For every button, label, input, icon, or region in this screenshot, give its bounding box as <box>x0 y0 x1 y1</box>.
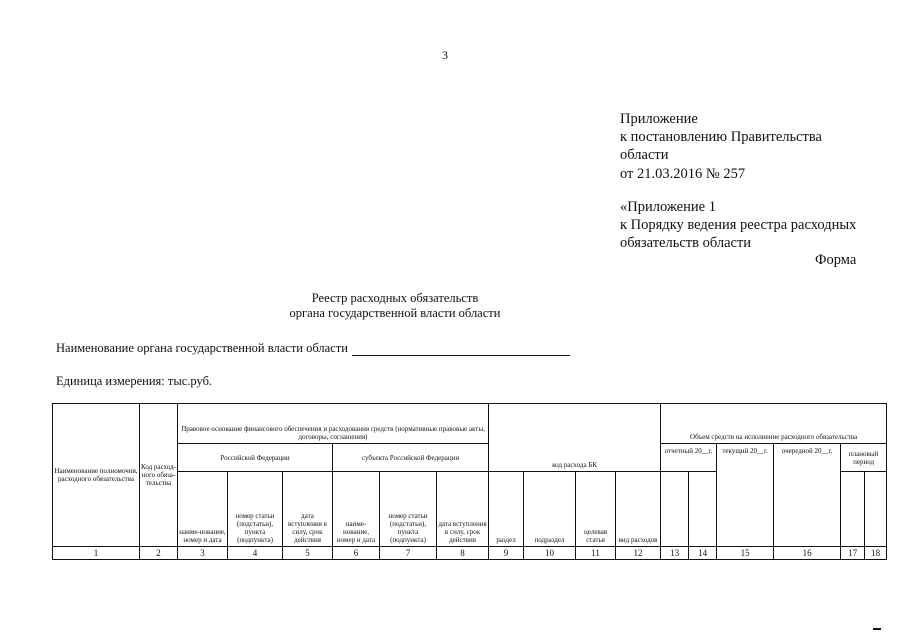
header-rf: Российской Федерации <box>178 444 333 472</box>
header-rf-article: номер статьи (подстатьи), пункта (подпункта) <box>228 472 283 547</box>
page-corner-mark <box>873 628 881 630</box>
title-line-1: Реестр расходных обязательств <box>311 291 479 305</box>
column-number: 8 <box>437 547 489 560</box>
column-number: 10 <box>524 547 576 560</box>
header-subsection: подраздел <box>524 472 576 547</box>
header-legal-basis: Правовое основание финансового обеспечения и расходования средств (нормативные правовые акты, договоры, соглашения) <box>178 404 489 444</box>
page-number: 3 <box>442 48 448 62</box>
header-reporting-sub <box>689 472 717 547</box>
form-label: Форма <box>815 252 857 268</box>
appendix-block <box>620 110 822 183</box>
title-line-2: органа государственной власти области <box>289 306 501 320</box>
header-rf-date: дата вступления в силу, срок действия <box>283 472 333 547</box>
header-reporting-year: отчетный 20__г. <box>661 444 717 472</box>
appendix-line: Приложение <box>620 111 698 127</box>
column-number: 2 <box>140 547 178 560</box>
header-subject-name: наиме-нование, номер и дата <box>333 472 380 547</box>
appendix-quote-block <box>620 198 856 253</box>
organ-field <box>56 341 570 356</box>
column-number: 13 <box>661 547 689 560</box>
header-subject-date: дата вступления в силу, срок действия <box>437 472 489 547</box>
header-rf-name: наиме-нование, номер и дата <box>178 472 228 547</box>
header-section: раздел <box>489 472 524 547</box>
appendix-line: области <box>620 147 669 164</box>
appendix-quote-line: к Порядку ведения реестра расходных <box>620 217 857 234</box>
column-number: 3 <box>178 547 228 560</box>
header-volume: Объем средств на исполнение расходного обязательства <box>661 404 887 444</box>
header-subject-article: номер статьи (подстатьи), пункта (подпункта) <box>380 472 437 547</box>
column-number: 15 <box>717 547 774 560</box>
column-number: 6 <box>333 547 380 560</box>
header-next-year: очередной 20__г. <box>774 444 841 547</box>
header-reporting-sub <box>661 472 689 547</box>
header-planning-sub <box>865 472 887 547</box>
header-planning-sub <box>841 472 865 547</box>
header-planning: плановый период <box>841 444 887 472</box>
appendix-line: от 21.03.2016 № 257 <box>620 165 746 182</box>
column-number: 9 <box>489 547 524 560</box>
column-number: 12 <box>616 547 661 560</box>
unit-label: Единица измерения: тыс.руб. <box>56 374 213 388</box>
column-number: 14 <box>689 547 717 560</box>
column-number: 1 <box>53 547 140 560</box>
column-number: 5 <box>283 547 333 560</box>
column-number: 7 <box>380 547 437 560</box>
header-code: Код расход-ного обяза-тельства <box>140 404 178 547</box>
appendix-quote-line: «Приложение 1 <box>620 199 716 215</box>
column-number: 18 <box>865 547 887 560</box>
header-current-year: текущий 20__г. <box>717 444 774 547</box>
column-numbers-row <box>53 547 887 560</box>
appendix-quote-line: обязательств области <box>620 235 752 252</box>
header-name: Наименование полномочия, расходного обязательства <box>53 404 140 547</box>
register-table <box>52 403 887 560</box>
organ-label: Наименование органа государственной власти области <box>56 341 348 355</box>
appendix-line: к постановлению Правительства <box>620 129 822 146</box>
header-bk-code: код расхода БК <box>489 404 661 472</box>
column-number: 16 <box>774 547 841 560</box>
column-number: 11 <box>576 547 616 560</box>
organ-blank-line <box>352 343 570 356</box>
header-expense-type: вид расходов <box>616 472 661 547</box>
document-title <box>0 291 790 321</box>
header-subject: субъекта Российской Федерации <box>333 444 489 472</box>
column-number: 17 <box>841 547 865 560</box>
column-number: 4 <box>228 547 283 560</box>
header-target-item: целевая статья <box>576 472 616 547</box>
